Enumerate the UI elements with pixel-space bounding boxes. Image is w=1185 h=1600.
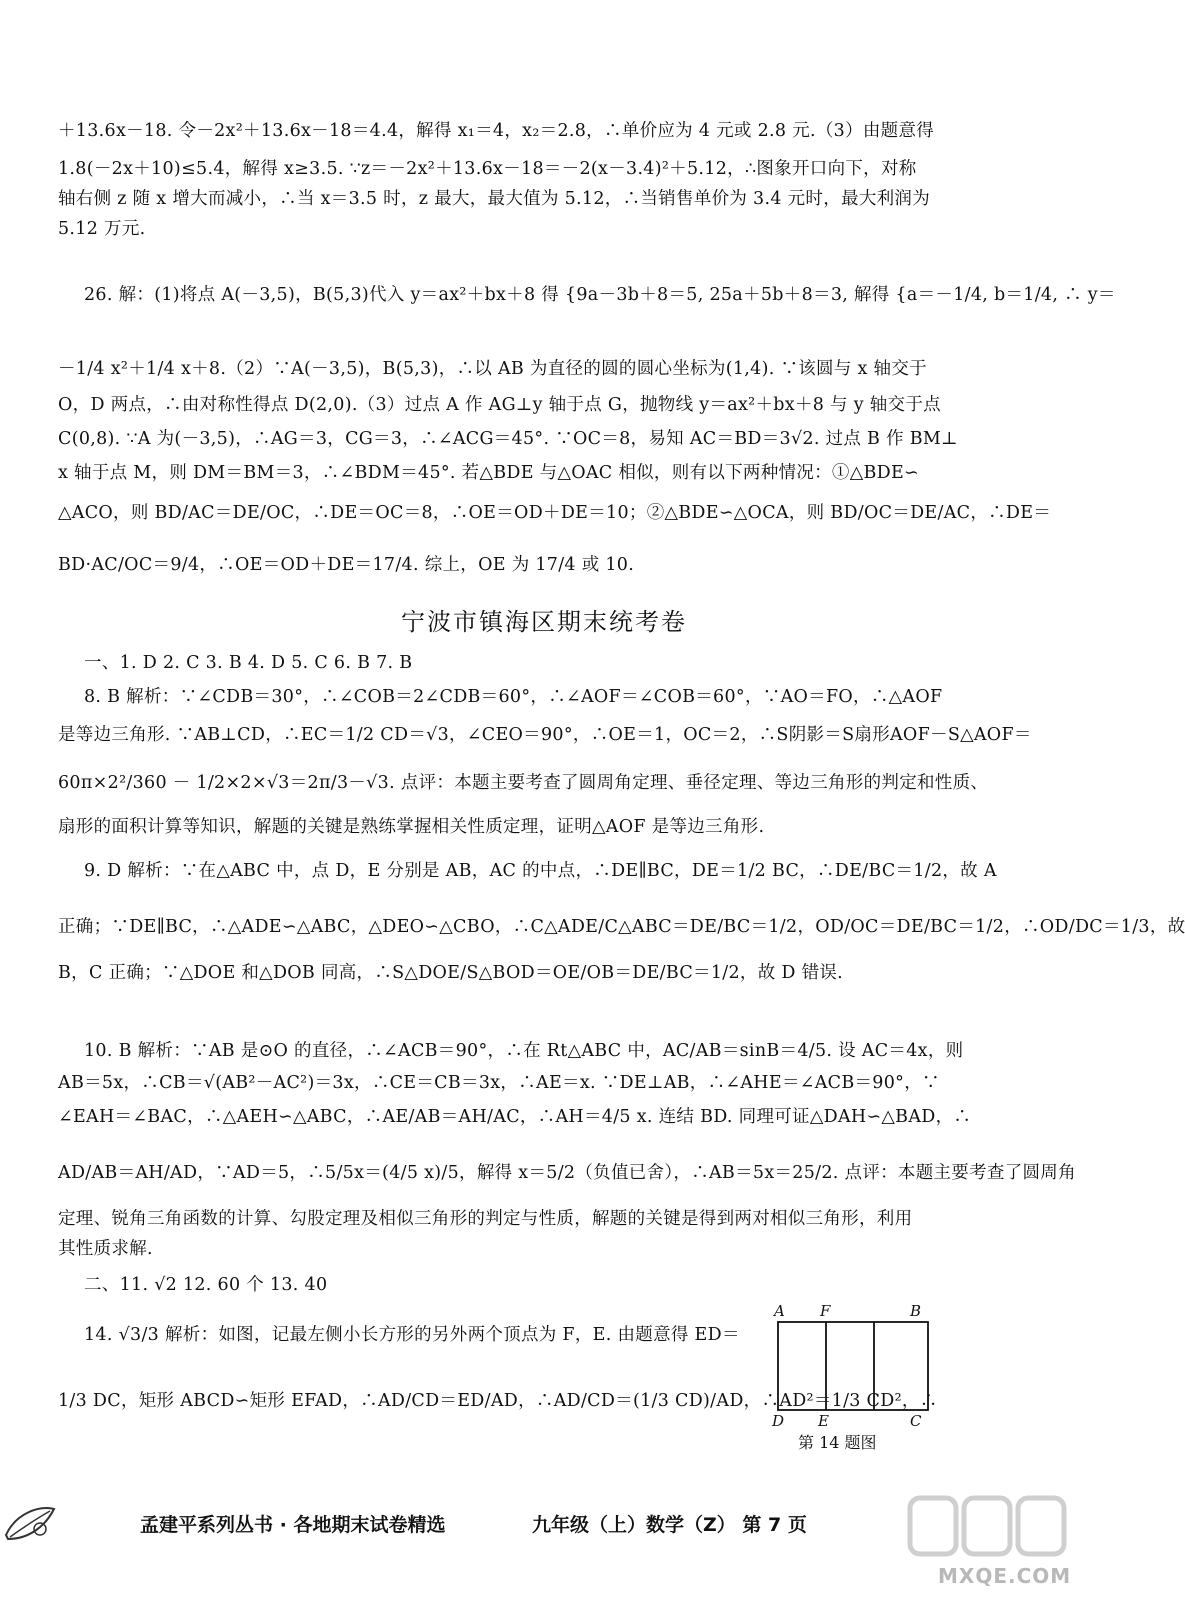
- vertex-label-e: E: [818, 1412, 829, 1430]
- watermark: [890, 1490, 1080, 1590]
- text-line: AD/AB＝AH/AD，∵AD＝5，∴5/5x＝(4/5 x)/5，解得 x＝5/2（负值已舍），∴AB＝5x＝25/2. 点评：本题主要考查了圆周角: [58, 1163, 1076, 1183]
- text-line: 8. B 解析：∵∠CDB＝30°，∴∠COB＝2∠CDB＝60°，∴∠AOF＝∠COB＝60°，∵AO＝FO，∴△AOF: [84, 687, 943, 707]
- text-line: 定理、锐角三角函数的计算、勾股定理及相似三角形的判定与性质，解题的关键是得到两对相似三角形，利用: [58, 1209, 913, 1229]
- text-line: －1/4 x²＋1/4 x＋8.（2）∵A(－3,5)，B(5,3)，∴以 AB 为直径的圆的圆心坐标为(1,4). ∵该圆与 x 轴交于: [58, 359, 927, 379]
- text-line: 14. √3/3 解析：如图，记最左侧小长方形的另外两个顶点为 F，E. 由题意得 ED＝: [84, 1325, 740, 1345]
- text-line: O，D 两点，∴由对称性得点 D(2,0).（3）过点 A 作 AG⊥y 轴于点 G，抛物线 y＝ax²＋bx＋8 与 y 轴交于点: [58, 395, 941, 415]
- text-line: 一、1. D 2. C 3. B 4. D 5. C 6. B 7. B: [84, 653, 413, 673]
- text-line: BD·AC/OC＝9/4，∴OE＝OD＋DE＝17/4. 综上，OE 为 17/4 或 10.: [58, 555, 635, 575]
- text-line: 10. B 解析：∵AB 是⊙O 的直径，∴∠ACB＝90°，∴在 Rt△ABC 中，AC/AB＝sinB＝4/5. 设 AC＝4x，则: [84, 1041, 964, 1061]
- text-line: 9. D 解析：∵在△ABC 中，点 D，E 分别是 AB，AC 的中点，∴DE∥BC，DE＝1/2 BC，∴DE/BC＝1/2，故 A: [84, 861, 997, 881]
- text-line: 是等边三角形. ∵AB⊥CD，∴EC＝1/2 CD＝√3，∠CEO＝90°，∴OE＝1，OC＝2，∴S阴影＝S扇形AOF－S△AOF＝: [58, 725, 1032, 745]
- text-line: ＋13.6x－18. 令－2x²＋13.6x－18＝4.4，解得 x₁＝4，x₂＝2.8，∴单价应为 4 元或 2.8 元.（3）由题意得: [58, 121, 935, 141]
- watermark-stamp-icon: [890, 1490, 1080, 1570]
- watermark-text: MXQE.COM: [938, 1564, 1072, 1588]
- series-title: 孟建平系列丛书 · 各地期末试卷精选: [140, 1514, 446, 1536]
- grade-page-number: 九年级（上）数学（Z） 第 7 页: [532, 1514, 807, 1536]
- text-line: ∠EAH＝∠BAC，∴△AEH∽△ABC，∴AE/AB＝AH/AC，∴AH＝4/5 x. 连结 BD. 同理可证△DAH∽△BAD，∴: [58, 1107, 972, 1127]
- text-line: 1/3 DC，矩形 ABCD∽矩形 EFAD，∴AD/CD＝ED/AD，∴AD/CD＝(1/3 CD)/AD，∴AD²＝1/3 CD²，∴: [58, 1391, 938, 1411]
- text-line: △ACO，则 BD/AC＝DE/OC，∴DE＝OC＝8，∴OE＝OD＋DE＝10；②△BDE∽△OCA，则 BD/OC＝DE/AC，∴DE＝: [58, 503, 1052, 523]
- leaf-icon: [0, 1495, 60, 1551]
- text-line: 26. 解：(1)将点 A(－3,5)，B(5,3)代入 y＝ax²＋bx＋8 得 {9a－3b＋8＝5, 25a＋5b＋8＝3, 解得 {a＝－1/4, b＝1/4, ∴ y＝: [84, 285, 1116, 305]
- text-line: 1.8(－2x＋10)≤5.4，解得 x≥3.5. ∵z＝－2x²＋13.6x－18＝－2(x－3.4)²＋5.12，∴图象开口向下，对称: [58, 159, 917, 179]
- vertex-label-c: C: [910, 1412, 922, 1430]
- vertex-label-a: A: [774, 1302, 785, 1320]
- text-line: 60π×2²/360 － 1/2×2×√3＝2π/3－√3. 点评：本题主要考查了圆周角定理、垂径定理、等边三角形的判定和性质、: [58, 773, 989, 793]
- text-line: 其性质求解.: [58, 1239, 153, 1259]
- book-logo: [0, 1495, 60, 1551]
- text-line: 正确；∵DE∥BC，∴△ADE∽△ABC，△DEO∽△CBO，∴C△ADE/C△ABC＝DE/BC＝1/2，OD/OC＝DE/BC＝1/2，∴OD/DC＝1/3，故: [58, 917, 1185, 937]
- vertex-label-b: B: [910, 1302, 922, 1320]
- vertex-label-f: F: [820, 1302, 831, 1320]
- section-title: 宁波市镇海区期末统考卷: [401, 608, 687, 636]
- text-line: C(0,8). ∵A 为(－3,5)，∴AG＝3，CG＝3，∴∠ACG＝45°. ∵OC＝8，易知 AC＝BD＝3√2. 过点 B 作 BM⊥: [58, 429, 958, 449]
- figure-14: [760, 1302, 940, 1458]
- text-line: 5.12 万元.: [58, 219, 146, 239]
- text-line: x 轴于点 M，则 DM＝BM＝3，∴∠BDM＝45°. 若△BDE 与△OAC 相似，则有以下两种情况：①△BDE∽: [58, 463, 920, 483]
- text-line: 轴右侧 z 随 x 增大而减小，∴当 x＝3.5 时，z 最大，最大值为 5.12，∴当销售单价为 3.4 元时，最大利润为: [58, 189, 931, 209]
- figure-caption: 第 14 题图: [798, 1433, 877, 1452]
- text-line: 二、11. √2 12. 60 个 13. 40: [84, 1275, 328, 1295]
- text-line: 扇形的面积计算等知识，解题的关键是熟练掌握相关性质定理，证明△AOF 是等边三角形.: [58, 817, 765, 837]
- text-line: B，C 正确；∵△DOE 和△DOB 同高，∴S△DOE/S△BOD＝OE/OB＝DE/BC＝1/2，故 D 错误.: [58, 963, 844, 983]
- vertex-label-d: D: [772, 1412, 785, 1430]
- text-line: AB＝5x，∴CB＝√(AB²－AC²)＝3x，∴CE＝CB＝3x，∴AE＝x. ∵DE⊥AB，∴∠AHE＝∠ACB＝90°，∵: [58, 1073, 940, 1093]
